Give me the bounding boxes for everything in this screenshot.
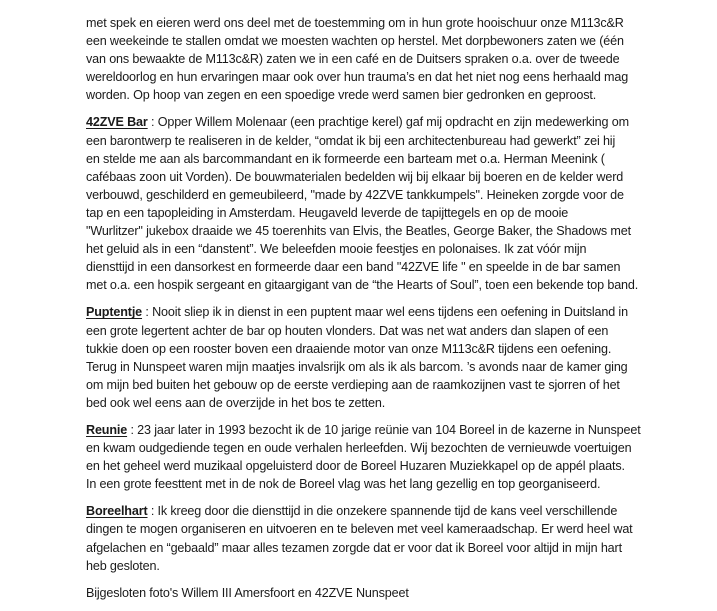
text-line: en stelde me aan als barcommandant en ik formeerde een barteam met o.a. Herman Meenink ( (86, 151, 605, 166)
document-page (86, 14, 641, 611)
text-line (86, 421, 641, 439)
text-line: een weekeinde te stallen omdat we moesten wachten op herstel. Met dorpbewoners zaten we (één (86, 34, 624, 49)
paragraph-reunie (86, 421, 641, 493)
section-heading-42zve-bar: 42ZVE Bar (86, 115, 148, 130)
text-line: wereldoorlog en hun ervaringen maar ook over hun trauma’s en dat het niet nog eens herhaald mag (86, 70, 629, 85)
text-line: het geluid als in een “danstent”. We beleefden mooie feestjes en polonaises. Ik zat vóór mijn (86, 242, 587, 257)
text-line (86, 113, 634, 131)
text-line: tukkie doen op een rooster boven een draaiende motor van onze M113c&R tijdens een oefening. (86, 341, 612, 356)
section-heading-boreelhart: Boreelhart (86, 504, 148, 519)
text-line: om mijn bed buiten het gebouw op de eerste verdieping aan de raamkozijnen vast te sjorren of het (86, 377, 620, 392)
text-run: : Nooit sliep ik in dienst in een puptent maar wel eens tijdens een oefening in Duitsland in (142, 305, 628, 320)
text-line: heb gesloten. (86, 558, 160, 573)
text-line: een grote legertent achter de bar op houten vlonders. Dat was net wat anders dan slapen of een (86, 323, 609, 338)
section-heading-reunie: Reunie (86, 422, 128, 437)
text-line: en kwam oudgediende tegen en oude verhalen herleefden. Wij bezochten de vernieuwde voertuigen (86, 441, 632, 456)
paragraph-42zve-bar (86, 113, 639, 294)
text-line: dingen te mogen organiseren en uitvoeren en te beleven met veel kameraadschap. Er werd heel wat (86, 522, 633, 537)
paragraph-intro (86, 14, 634, 104)
text-line: verbouwd, geschilderd en gemeubileerd, "made by 42ZVE tankkumpels". Heineken zorgde voor de (86, 187, 624, 202)
text-line: "Wurlitzer" jukebox draaide we 45 toerenhits van Elvis, the Beatles, George Baker, the Shadows met (86, 224, 631, 239)
text-run: : 23 jaar later in 1993 bezocht ik de 10 jarige reünie van 104 Boreel in de kazerne in Nunspeet (127, 422, 641, 437)
text-line: diensttijd in een dansorkest en formeerde daar een band "42ZVE life " en speelde in de bar samen (86, 260, 621, 275)
text-line: In een grote feesttent met in de nok de Boreel vlag was het lang gezellig en top georganiseerd. (86, 477, 601, 492)
text-run: : Ik kreeg door die diensttijd in die onzekere spannende tijd de kans veel verschillende (147, 504, 618, 519)
paragraph-attachments-note (86, 584, 634, 602)
text-line (86, 502, 634, 520)
text-line: Terug in Nunspeet waren mijn maatjes invalsrijk om als ik als barcom. ’s avonds naar de kamer ging (86, 359, 628, 374)
text-line: Bijgesloten foto's Willem III Amersfoort en 42ZVE Nunspeet (86, 585, 409, 600)
text-line: met o.a. een hospik sergeant en gitaargigant van de “the Hearts of Soul”, toen een bekende top band. (86, 278, 639, 293)
text-run: : Opper Willem Molenaar (een prachtige kerel) gaf mij opdracht en zijn medewerking om (147, 115, 629, 130)
text-line: afgelachen en “gebaald” maar alles tezamen zorgde dat er voor dat ik Boreel voor altijd in mijn hart (86, 540, 622, 555)
text-line (86, 303, 634, 321)
text-line: en het geheel werd muzikaal opgeluisterd door de Boreel Huzaren Muziekkapel op de appél plaats. (86, 459, 625, 474)
text-line: tap en een tapopleiding in Amsterdam. Heugaveld leverde de tapijttegels en op de mooie (86, 205, 569, 220)
text-line: van ons bewaakte de M113c&R) zaten we in een café en de Duitsers spraken o.a. over de tweede (86, 52, 620, 67)
text-line: met spek en eieren werd ons deel met de toestemming om in hun grote hooischuur onze M113c&R (86, 16, 624, 30)
paragraph-boreelhart (86, 502, 634, 574)
text-line: worden. Op hoop van zegen en een spoedige vrede werd samen bier gedronken en geproost. (86, 88, 597, 103)
paragraph-puptentje (86, 303, 634, 412)
text-line: cafébaas zoon uit Vorden). De bouwmaterialen bedelden wij bij elkaar bij boeren en de kelder werd (86, 169, 624, 184)
section-heading-puptentje: Puptentje (86, 305, 143, 320)
text-line: een barontwerp te realiseren in de kelder, “omdat ik bij een architectenbureau had gewerkt” zei hij (86, 133, 616, 148)
text-line: bed ook wel eens aan de overzijde in het bos te zetten. (86, 395, 386, 410)
